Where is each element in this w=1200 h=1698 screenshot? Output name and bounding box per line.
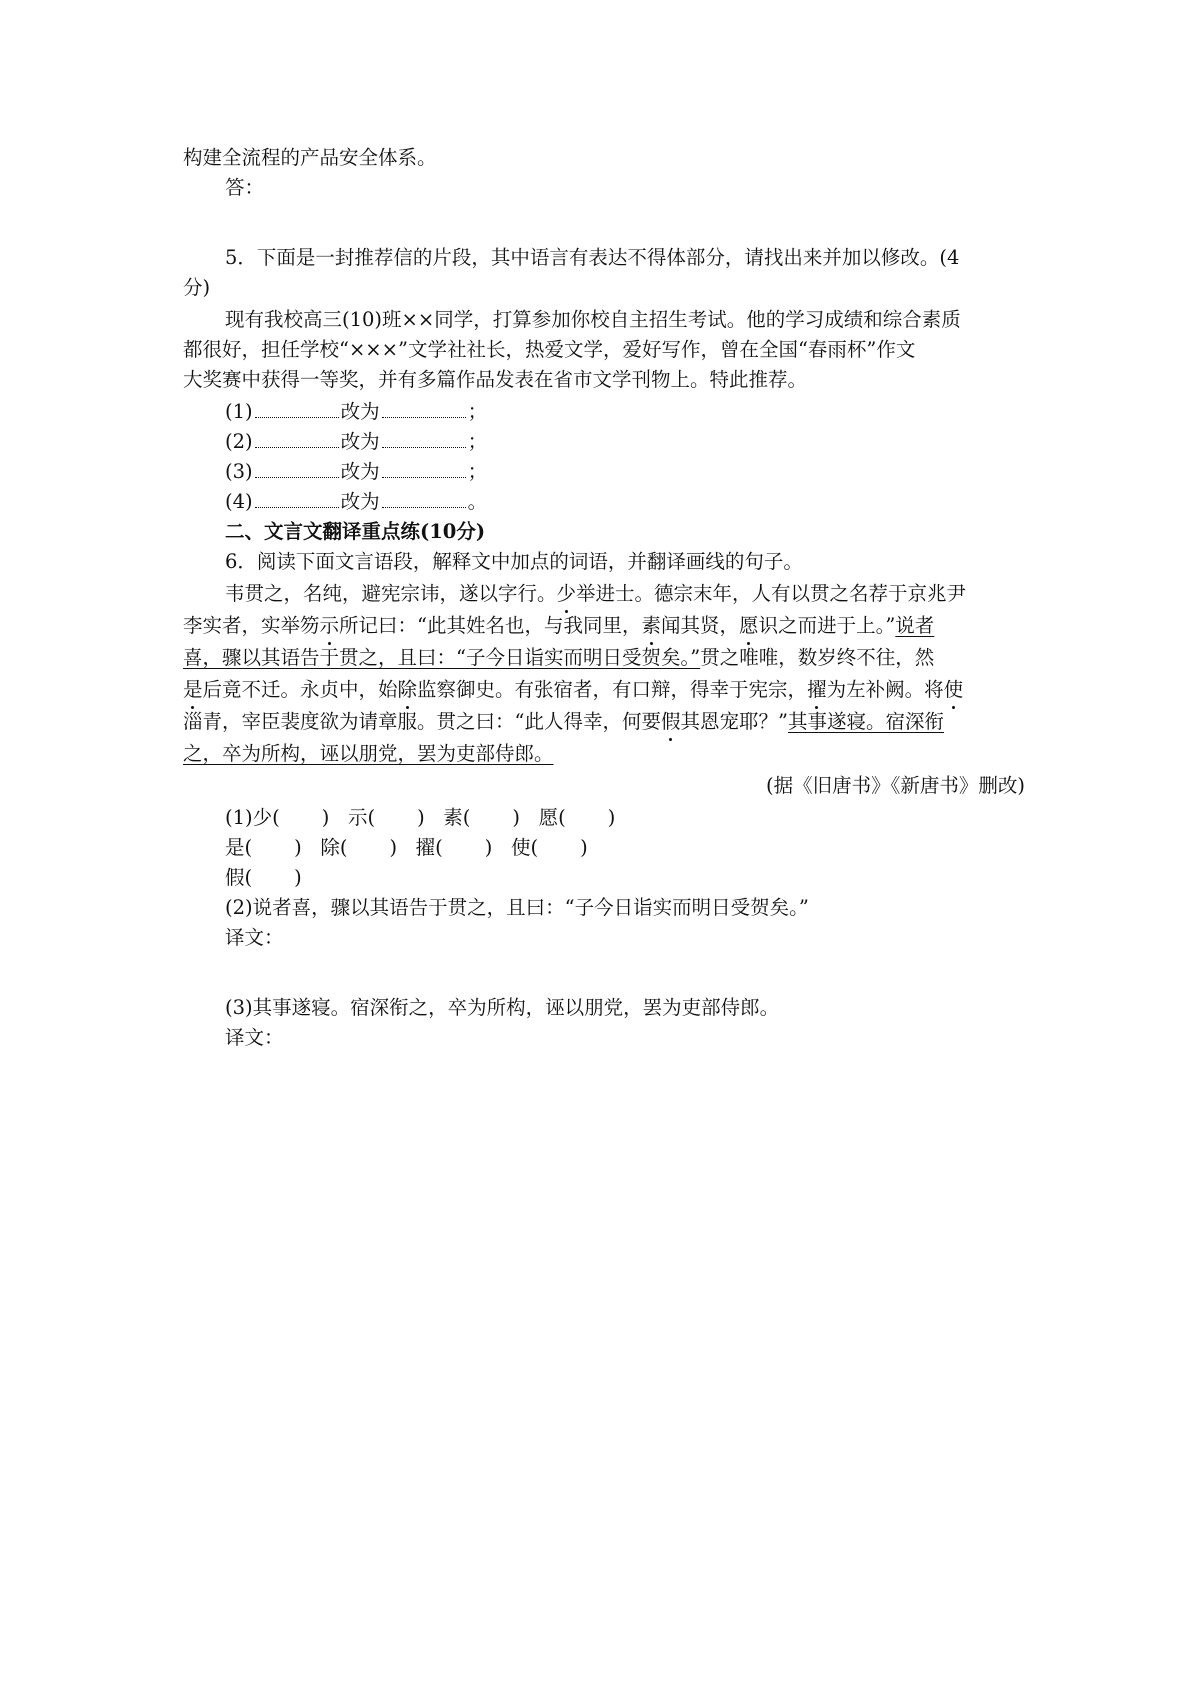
dotted-word: 示 xyxy=(320,612,340,640)
q6-sub3-text: (3)其事遂寝。宿深衔之，卒为所构，诬以朋党，罢为吏部侍郎。 xyxy=(225,996,780,1019)
underlined-sentence: 其事遂寝。宿深衔 xyxy=(787,710,944,733)
q5-stem-line2: 分) xyxy=(183,276,211,299)
dotted-word: 使 xyxy=(944,676,964,704)
q6-sub2-text: (2)说者喜，骤以其语告于贯之，且曰：“子今日诣实而明日受贺矣。” xyxy=(225,896,809,919)
answer-blank[interactable] xyxy=(382,459,466,478)
q6-sub1-row3: 假( ) xyxy=(225,866,302,889)
answer-blank[interactable] xyxy=(255,429,339,448)
q6-passage-line6 xyxy=(183,740,554,768)
q6-stem: 6．阅读下面文言语段，解释文中加点的词语，并翻译画线的句子。 xyxy=(225,550,803,573)
dotted-word: 擢 xyxy=(807,676,827,704)
answer-blank[interactable] xyxy=(255,399,339,418)
answer-blank[interactable] xyxy=(382,489,466,508)
q5-passage-line1: 现有我校高三(10)班××同学，打算参加你校自主招生考试。他的学习成绩和综合素质 xyxy=(225,308,961,331)
q6-sub3-translation-label: 译文： xyxy=(225,1026,284,1049)
answer-label: 答： xyxy=(225,176,265,199)
dotted-word: 是 xyxy=(183,676,203,704)
q6-passage-line5: 淄青，宰臣裴度欲为请章服。贯之曰：“此人得幸，何要假其恩宠耶？”其事遂寝。宿深衔 xyxy=(183,708,944,736)
q5-passage-line3: 大奖赛中获得一等奖，并有多篇作品发表在省市文学刊物上。特此推荐。 xyxy=(183,368,808,391)
dotted-word: 假 xyxy=(661,708,681,736)
q5-passage-line2: 都很好，担任学校“×××”文学社社长，热爱文学，爱好写作，曾在全国“春雨杯”作文 xyxy=(183,338,916,361)
underlined-sentence: 说者 xyxy=(895,614,935,637)
q5-item-3: (3) 改为 ； xyxy=(225,460,488,483)
q6-passage-line1: 韦贯之，名纯，避宪宗讳，遂以字行。少举进士。德宗末年，人有以贯之名荐于京兆尹 xyxy=(225,580,966,608)
answer-blank[interactable] xyxy=(382,399,466,418)
underlined-sentence: 之，卒为所构，诬以朋党，罢为吏部侍郎。 xyxy=(183,742,554,765)
q6-passage-line4: 是后竟不迁。永贞中，始除监察御史。有张宿者，有口辩，得幸于宪宗，擢为左补阙。将使 xyxy=(183,676,963,704)
q6-passage-line3: 喜，骤以其语告于贯之，且曰：“子今日诣实而明日受贺矣。”贯之唯唯，数岁终不往，然 xyxy=(183,646,935,669)
q5-item-1: (1) 改为 ； xyxy=(225,400,488,423)
source-citation: (据《旧唐书》《新唐书》删改) xyxy=(766,774,1025,797)
dotted-word: 少 xyxy=(557,580,577,608)
answer-blank[interactable] xyxy=(255,459,339,478)
dotted-word: 愿 xyxy=(739,612,759,640)
q6-sub2-translation-label: 译文： xyxy=(225,926,284,949)
q5-item-2: (2) 改为 ； xyxy=(225,430,488,453)
dotted-word: 除 xyxy=(398,676,418,704)
section2-heading: 二、文言文翻译重点练(10分) xyxy=(225,520,486,543)
continued-text: 构建全流程的产品安全体系。 xyxy=(183,146,437,169)
dotted-word: 素 xyxy=(642,612,662,640)
q6-sub1-row2: 是( ) 除( ) 擢( ) 使( ) xyxy=(225,836,588,859)
answer-blank[interactable] xyxy=(382,429,466,448)
underlined-sentence: 喜，骤以其语告于贯之，且曰：“子今日诣实而明日受贺矣。” xyxy=(183,646,701,669)
q6-sub1-row1: (1)少( ) 示( ) 素( ) 愿( ) xyxy=(225,806,616,829)
q5-stem-line1: 5．下面是一封推荐信的片段，其中语言有表达不得体部分，请找出来并加以修改。(4 xyxy=(225,246,960,269)
q5-item-4: (4) 改为 。 xyxy=(225,490,488,513)
q6-passage-line2: 李实者，实举笏示所记曰：“此其姓名也，与我同里，素闻其贤，愿识之而进于上。”说者 xyxy=(183,612,934,640)
answer-blank[interactable] xyxy=(255,489,339,508)
